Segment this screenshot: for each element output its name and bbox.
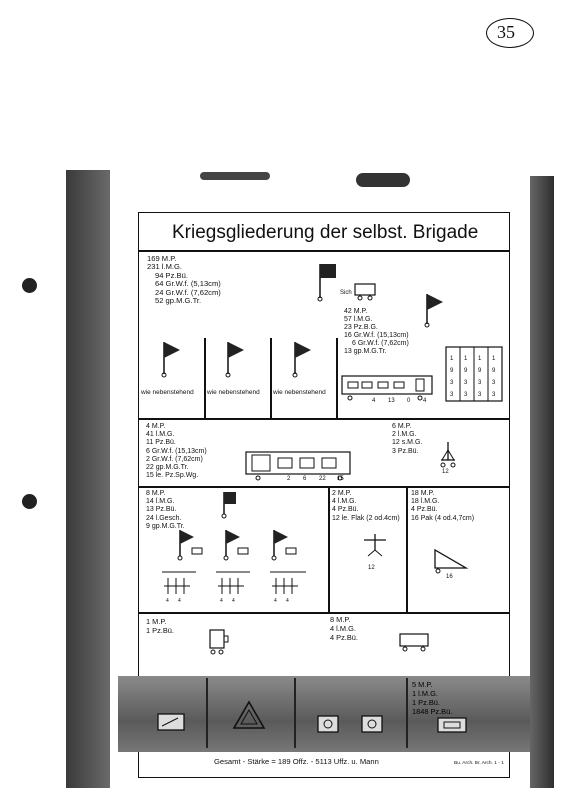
svg-text:4: 4 bbox=[286, 598, 289, 604]
vehicle-number: 13 bbox=[388, 398, 395, 404]
antitank-company-strength-list: 18 M.P. 18 l.M.G. 4 Pz.Bü. 16 Pak (4 od.4,7cm) bbox=[411, 490, 475, 522]
company-grid-icon bbox=[445, 346, 503, 404]
scan-edge-left bbox=[66, 170, 110, 788]
svg-text:1: 1 bbox=[492, 356, 496, 362]
signal-vehicle-icon bbox=[208, 628, 230, 656]
page-number: 35 bbox=[497, 22, 515, 42]
punch-hole bbox=[22, 494, 37, 509]
medical-strength-list: 5 M.P. 1 l.M.G. 1 Pz.Bü. 1848 Pz.Bü. bbox=[412, 680, 453, 716]
rifle-battalion-hq-flag-icon bbox=[220, 490, 240, 520]
battalion-strength-list: 4 M.P. 41 l.M.G. 11 Pz.Bü. 6 Gr.W.f. (15,13cm) 2 Gr.W.f. (7,62cm) 22 gp.M.G.Tr. 15 le. Pz.Sp.Wg. bbox=[146, 423, 207, 480]
svg-text:9: 9 bbox=[464, 368, 468, 374]
transport-vehicle-icon bbox=[398, 632, 432, 654]
svg-text:9: 9 bbox=[450, 368, 454, 374]
section-strength-list: 1 M.P. 1 Pz.Bü. bbox=[146, 617, 174, 635]
battalion-pennant-icon bbox=[160, 340, 184, 380]
row-divider bbox=[138, 418, 510, 420]
svg-text:3: 3 bbox=[478, 380, 482, 386]
mg-number: 12 bbox=[442, 469, 449, 475]
svg-text:1: 1 bbox=[450, 356, 454, 362]
row1-label: wie nebenstehend bbox=[141, 389, 194, 396]
vehicle-number: 15 bbox=[337, 476, 344, 482]
row5-divider bbox=[206, 678, 208, 748]
row5-divider bbox=[294, 678, 296, 748]
svg-text:1: 1 bbox=[478, 356, 482, 362]
sich-label: Sich bbox=[340, 290, 352, 296]
hq-strength-list: 169 M.P. 231 l.M.G. 94 Pz.Bü. 64 Gr.W.f. (5,13cm) 24 Gr.W.f. (7,62cm) 52 gp.M.G.Tr. bbox=[147, 254, 221, 306]
row3-divider bbox=[406, 486, 408, 612]
workshop-vehicle-icon bbox=[316, 714, 340, 734]
row1-label: wie nebenstehend bbox=[207, 389, 260, 396]
svg-text:4: 4 bbox=[166, 598, 169, 604]
battalion-pennant-icon bbox=[224, 340, 248, 380]
platoon-symbols-icon bbox=[156, 568, 316, 608]
vehicle-number: 22 bbox=[319, 476, 326, 482]
total-strength: Gesamt - Stärke = 189 Offz. - 5113 Uffz. u. Mann bbox=[214, 757, 379, 766]
recon-vehicle-group-icon bbox=[244, 450, 352, 484]
title-divider bbox=[138, 250, 510, 252]
scan-edge-right bbox=[530, 176, 554, 788]
security-vehicle-icon bbox=[354, 282, 378, 302]
scan-edge-top-blot bbox=[356, 173, 410, 187]
vehicle-number: 4 bbox=[423, 398, 427, 404]
flak-company-strength-list: 2 M.P. 4 l.M.G. 4 Pz.Bü. 12 le. Flak (2 od.4cm) bbox=[332, 490, 400, 522]
warning-triangle-icon bbox=[232, 700, 266, 730]
svg-text:3: 3 bbox=[478, 392, 482, 398]
antitank-number: 16 bbox=[446, 574, 453, 580]
company-pennant-icon bbox=[176, 528, 206, 564]
svg-text:4: 4 bbox=[274, 598, 277, 604]
svg-text:4: 4 bbox=[178, 598, 181, 604]
row5-divider bbox=[406, 678, 408, 748]
flak-gun-icon bbox=[360, 532, 390, 564]
document-title: Kriegsgliederung der selbst. Brigade bbox=[172, 222, 479, 243]
svg-text:4: 4 bbox=[232, 598, 235, 604]
row-divider bbox=[138, 612, 510, 614]
company-pennant-icon bbox=[270, 528, 300, 564]
medical-vehicle-icon bbox=[436, 716, 468, 736]
svg-text:3: 3 bbox=[450, 380, 454, 386]
vehicle-number: 2 bbox=[287, 476, 291, 482]
row1-divider bbox=[204, 338, 206, 418]
antitank-gun-icon bbox=[432, 548, 472, 574]
svg-text:9: 9 bbox=[478, 368, 482, 374]
punch-hole bbox=[22, 278, 37, 293]
heavy-mg-icon bbox=[438, 440, 458, 470]
vehicle-number: 0 bbox=[407, 398, 411, 404]
mg-company-strength-list: 6 M.P. 2 l.M.G. 12 s.M.G. 3 Pz.Bü. bbox=[392, 423, 423, 455]
rifle-battalion-strength-list: 8 M.P. 14 l.M.G. 13 Pz.Bü. 24 l.Gesch. 9 gp.M.G.Tr. bbox=[146, 490, 185, 530]
svg-text:4: 4 bbox=[220, 598, 223, 604]
vehicle-number: 6 bbox=[303, 476, 307, 482]
svg-text:3: 3 bbox=[492, 380, 496, 386]
regiment-strength-list: 42 M.P. 57 l.M.G. 23 Pz.B.G. 16 Gr.W.f. (15,13cm) 6 Gr.W.f. (7,62cm) 13 gp.M.G.Tr. bbox=[344, 308, 409, 355]
supply-vehicle-icon bbox=[156, 712, 186, 734]
row1-divider bbox=[336, 338, 338, 418]
svg-text:9: 9 bbox=[492, 368, 496, 374]
brigade-hq-flag-icon bbox=[316, 262, 340, 302]
flak-number: 12 bbox=[368, 565, 375, 571]
archive-stamp: Bu. Arch. Br. Arch. 1 - 1 bbox=[454, 761, 504, 766]
vehicle-number: 4 bbox=[372, 398, 376, 404]
section-b-strength-list: 8 M.P. 4 l.M.G. 4 Pz.Bü. bbox=[330, 615, 358, 642]
row3-divider bbox=[328, 486, 330, 612]
svg-text:3: 3 bbox=[492, 392, 496, 398]
regiment-flag-icon bbox=[423, 292, 445, 330]
row-divider bbox=[138, 486, 510, 488]
svg-text:3: 3 bbox=[450, 392, 454, 398]
workshop-vehicle-icon bbox=[360, 714, 384, 734]
scan-edge-top-blot bbox=[200, 172, 270, 180]
row1-label: wie nebenstehend bbox=[273, 389, 326, 396]
row1-divider bbox=[270, 338, 272, 418]
svg-text:3: 3 bbox=[464, 392, 468, 398]
svg-text:1: 1 bbox=[464, 356, 468, 362]
svg-text:3: 3 bbox=[464, 380, 468, 386]
company-pennant-icon bbox=[222, 528, 252, 564]
battalion-pennant-icon bbox=[291, 340, 315, 380]
